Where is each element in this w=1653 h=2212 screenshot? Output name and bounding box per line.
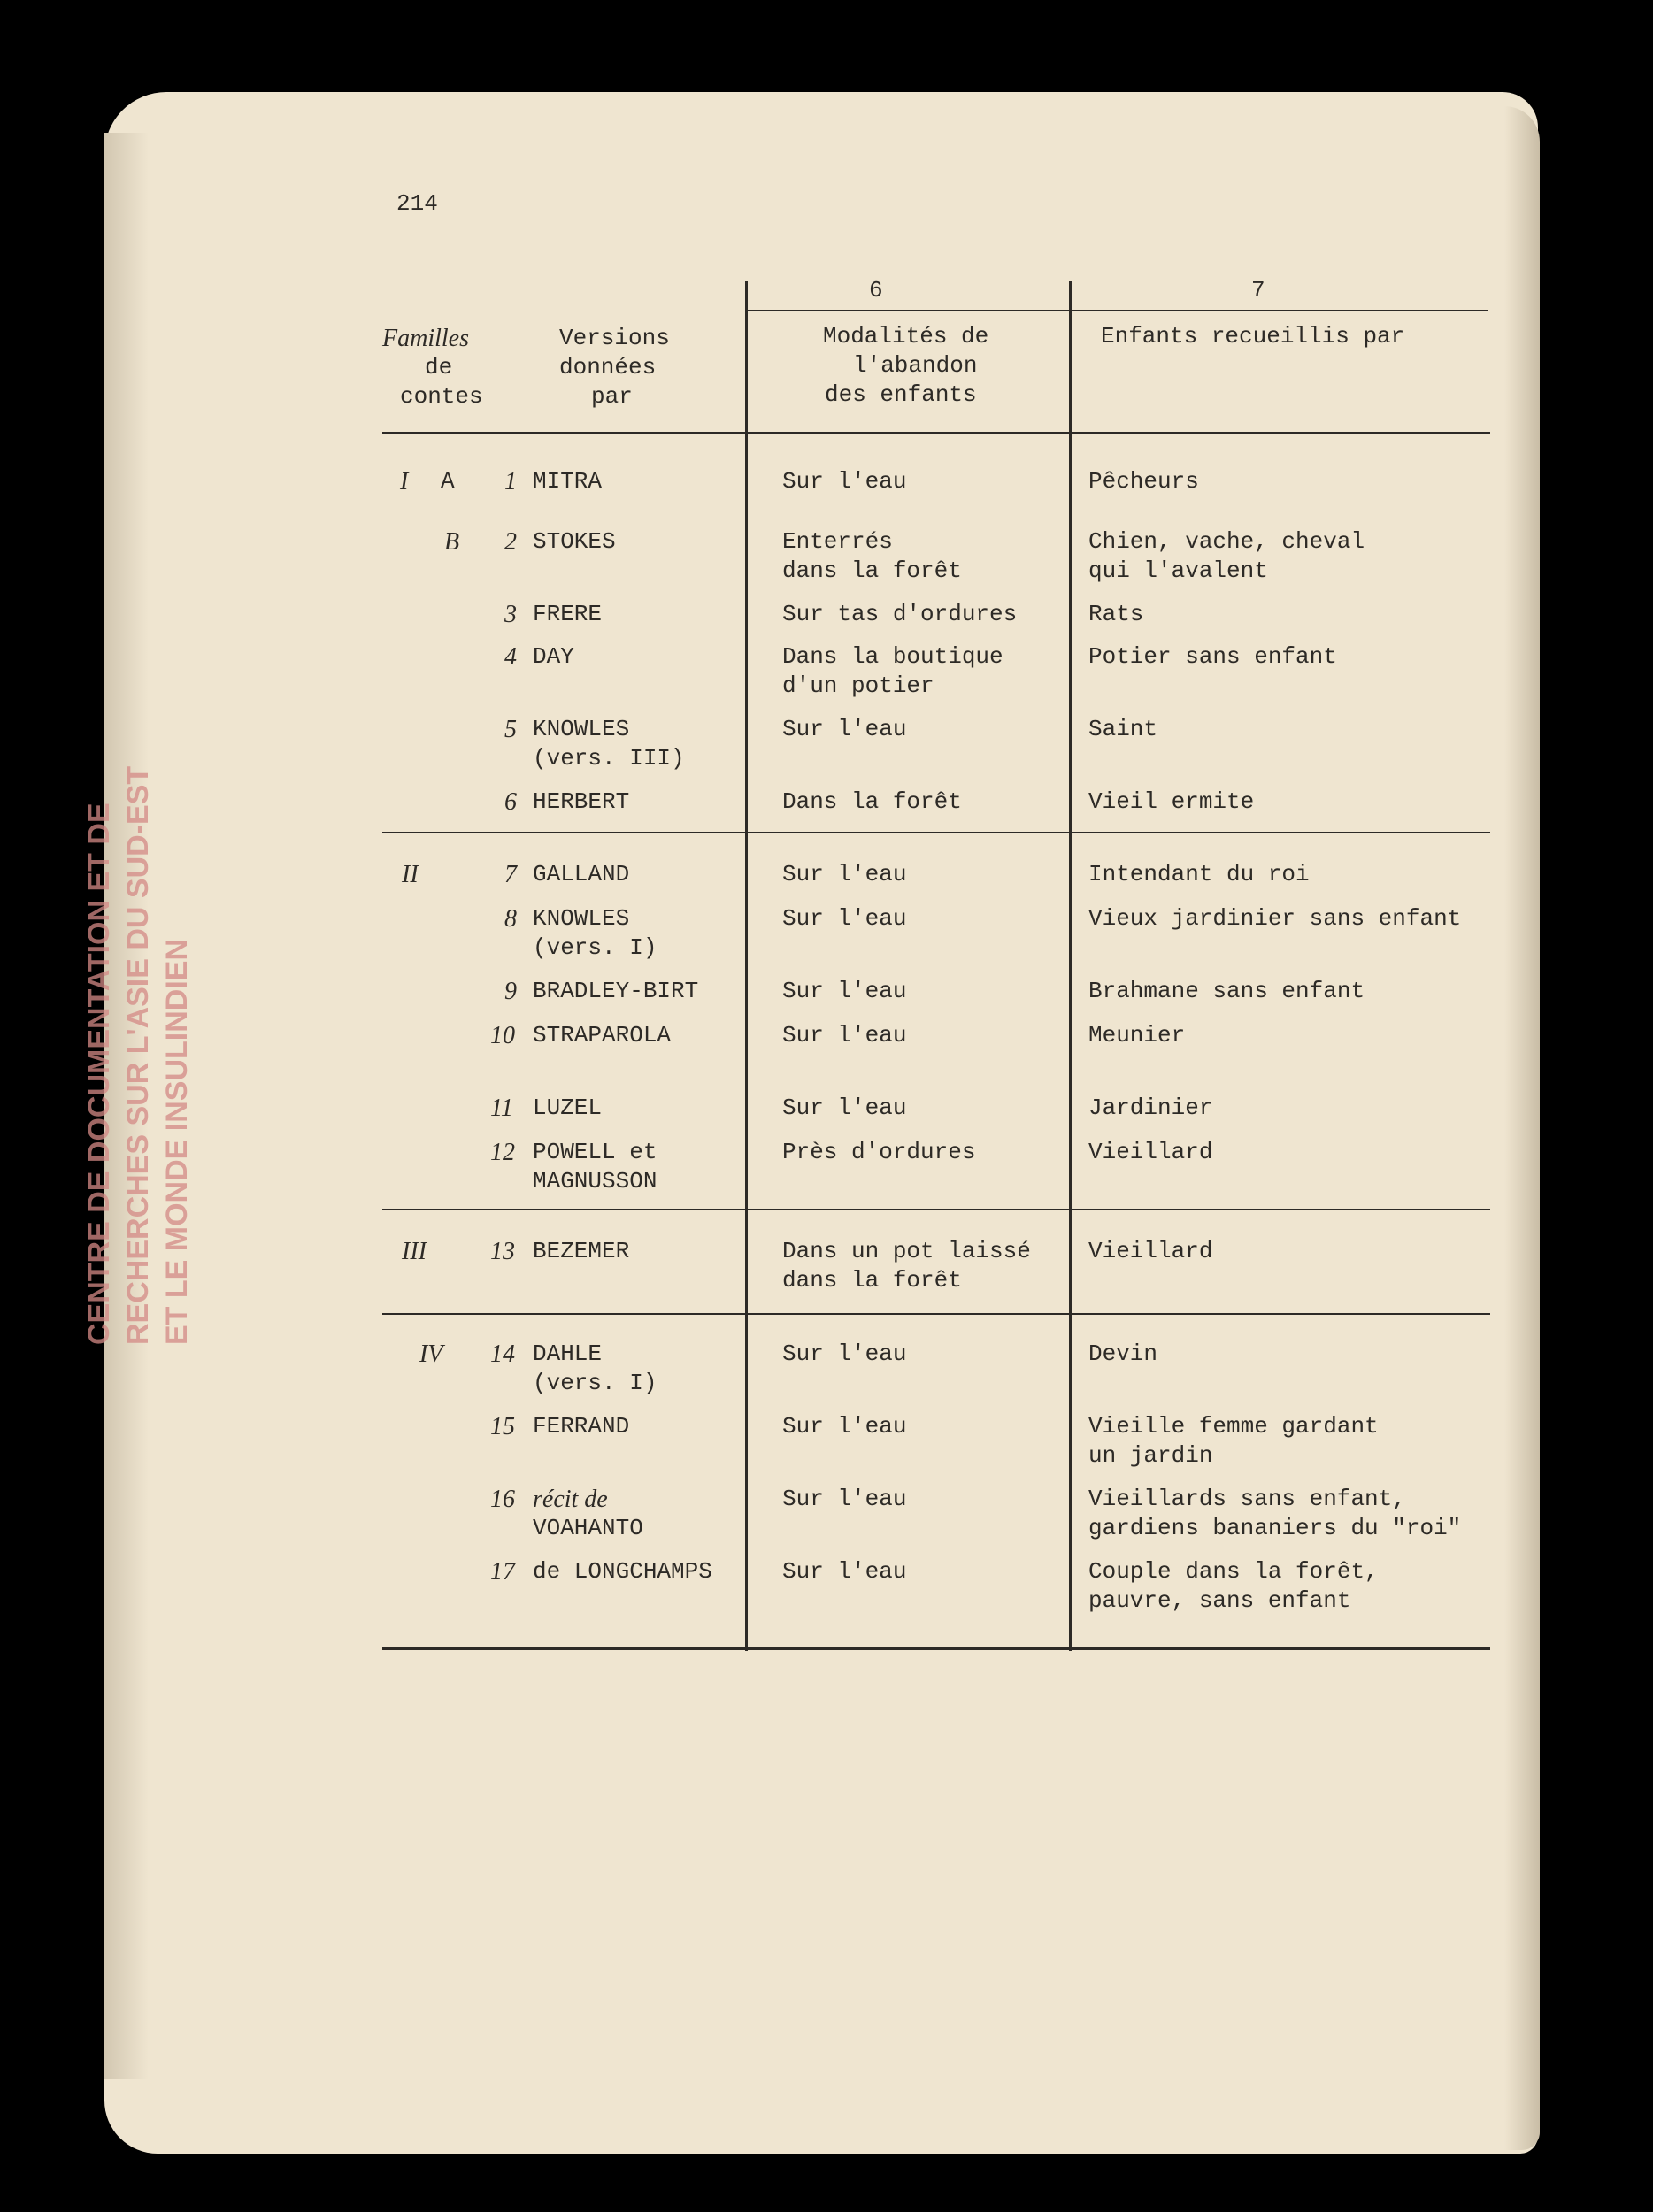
- column-divider-7: [1069, 281, 1072, 1651]
- row-modalite: Sur l'eau: [782, 468, 907, 495]
- family-label: II: [402, 861, 419, 888]
- row-number: 7: [504, 861, 517, 888]
- row-enfants: Chien, vache, cheval: [1088, 528, 1365, 555]
- row-number: 5: [504, 716, 517, 743]
- row-version-name: DAHLE: [533, 1340, 603, 1367]
- row-version-name: (vers. III): [533, 745, 685, 772]
- row-modalite: d'un potier: [782, 672, 934, 699]
- header-versions-line: par: [591, 383, 633, 410]
- family-separator-1: [382, 832, 1490, 833]
- row-enfants: Saint: [1088, 716, 1158, 742]
- page-right-curl: [1504, 106, 1540, 2150]
- row-modalite: Sur l'eau: [782, 716, 907, 742]
- row-enfants: Rats: [1088, 601, 1144, 627]
- row-enfants: Intendant du roi: [1088, 861, 1310, 887]
- header-familles-line: contes: [400, 383, 483, 410]
- row-version-name: MAGNUSSON: [533, 1168, 657, 1194]
- family-label: III: [402, 1238, 427, 1265]
- table-bottom-rule: [382, 1647, 1490, 1650]
- row-version-name: BEZEMER: [533, 1238, 630, 1264]
- library-stamp: [80, 766, 196, 1345]
- header-modalites-line: Modalités de: [823, 323, 989, 349]
- row-enfants: Meunier: [1088, 1022, 1186, 1048]
- row-enfants: pauvre, sans enfant: [1088, 1587, 1351, 1614]
- column-number-6: 6: [869, 277, 883, 303]
- column-divider-6: [745, 281, 748, 1651]
- family-separator-2: [382, 1209, 1490, 1210]
- column-number-rule: [745, 310, 1488, 311]
- family-separator-3: [382, 1313, 1490, 1315]
- row-enfants: gardiens bananiers du "roi": [1088, 1515, 1462, 1541]
- row-version-name: HERBERT: [533, 788, 630, 815]
- row-enfants: Vieil ermite: [1088, 788, 1255, 815]
- row-version-name: DAY: [533, 643, 574, 670]
- row-enfants: Vieillard: [1088, 1238, 1213, 1264]
- row-number: 8: [504, 905, 517, 933]
- row-modalite: Sur l'eau: [782, 905, 907, 932]
- row-modalite: Près d'ordures: [782, 1139, 976, 1165]
- row-number: 14: [490, 1340, 515, 1368]
- row-number: 10: [490, 1022, 515, 1049]
- family-sublabel: B: [444, 528, 460, 556]
- row-modalite: Sur l'eau: [782, 1558, 907, 1585]
- stamp-line: ET LE MONDE INSULINDIEN: [160, 938, 194, 1345]
- family-label: IV: [419, 1340, 443, 1368]
- row-modalite: Sur l'eau: [782, 1486, 907, 1512]
- header-versions-line: Versions: [559, 325, 670, 351]
- row-enfants: un jardin: [1088, 1442, 1213, 1469]
- row-enfants: Couple dans la forêt,: [1088, 1558, 1379, 1585]
- stamp-line: CENTRE DE DOCUMENTATION ET DE: [82, 803, 116, 1345]
- row-version-name: STRAPAROLA: [533, 1022, 672, 1048]
- row-modalite: Sur l'eau: [782, 1413, 907, 1440]
- row-number: 2: [504, 528, 517, 556]
- header-rule: [382, 432, 1490, 434]
- row-number: 6: [504, 788, 517, 816]
- row-number: 13: [490, 1238, 515, 1265]
- row-version-name: (vers. I): [533, 1370, 657, 1396]
- row-version-name: récit de: [533, 1486, 608, 1513]
- row-modalite: Sur l'eau: [782, 978, 907, 1004]
- stamp-line: RECHERCHES SUR L'ASIE DU SUD-EST: [121, 765, 155, 1345]
- row-modalite: Sur tas d'ordures: [782, 601, 1018, 627]
- row-version-name: KNOWLES: [533, 905, 630, 932]
- row-enfants: Vieille femme gardant: [1088, 1413, 1379, 1440]
- row-version-name: FRERE: [533, 601, 603, 627]
- row-enfants: Vieux jardinier sans enfant: [1088, 905, 1462, 932]
- row-number: 3: [504, 601, 517, 628]
- row-enfants: Brahmane sans enfant: [1088, 978, 1365, 1004]
- row-number: 4: [504, 643, 517, 671]
- row-version-name: KNOWLES: [533, 716, 630, 742]
- column-number-7: 7: [1251, 277, 1265, 303]
- row-enfants: Potier sans enfant: [1088, 643, 1337, 670]
- header-enfants: Enfants recueillis par: [1101, 323, 1405, 349]
- row-modalite: Sur l'eau: [782, 1094, 907, 1121]
- row-modalite: dans la forêt: [782, 557, 962, 584]
- header-versions-line: données: [559, 354, 657, 380]
- row-modalite: Dans un pot laissé: [782, 1238, 1031, 1264]
- row-version-name: FERRAND: [533, 1413, 630, 1440]
- row-version-name: STOKES: [533, 528, 616, 555]
- row-enfants: qui l'avalent: [1088, 557, 1268, 584]
- family-sublabel: A: [441, 468, 455, 495]
- row-version-name: LUZEL: [533, 1094, 603, 1121]
- row-modalite: Sur l'eau: [782, 1022, 907, 1048]
- row-modalite: Sur l'eau: [782, 861, 907, 887]
- book-page: [104, 92, 1538, 2154]
- row-enfants: Vieillard: [1088, 1139, 1213, 1165]
- row-version-name: MITRA: [533, 468, 603, 495]
- page-number: 214: [396, 190, 438, 217]
- row-enfants: Jardinier: [1088, 1094, 1213, 1121]
- header-modalites-line: l'abandon: [853, 352, 978, 379]
- row-version-name: de LONGCHAMPS: [533, 1558, 712, 1585]
- row-enfants: Pêcheurs: [1088, 468, 1199, 495]
- row-version-name: BRADLEY-BIRT: [533, 978, 699, 1004]
- row-version-name: VOAHANTO: [533, 1515, 643, 1541]
- header-familles-line: de: [425, 354, 453, 380]
- header-modalites-line: des enfants: [825, 381, 977, 408]
- row-enfants: Vieillards sans enfant,: [1088, 1486, 1406, 1512]
- row-version-name: GALLAND: [533, 861, 630, 887]
- row-number: 15: [490, 1413, 515, 1440]
- row-modalite: Sur l'eau: [782, 1340, 907, 1367]
- row-number: 16: [490, 1486, 515, 1513]
- row-modalite: dans la forêt: [782, 1267, 962, 1294]
- row-modalite: Enterrés: [782, 528, 893, 555]
- header-familles-line: Familles: [382, 325, 469, 352]
- row-number: 12: [490, 1139, 515, 1166]
- row-number: 17: [490, 1558, 515, 1586]
- row-number: 1: [504, 468, 517, 495]
- row-enfants: Devin: [1088, 1340, 1158, 1367]
- row-number: 11: [490, 1094, 513, 1122]
- row-modalite: Dans la boutique: [782, 643, 1003, 670]
- row-number: 9: [504, 978, 517, 1005]
- family-label: I: [400, 468, 409, 495]
- row-version-name: (vers. I): [533, 934, 657, 961]
- row-version-name: POWELL et: [533, 1139, 657, 1165]
- row-modalite: Dans la forêt: [782, 788, 962, 815]
